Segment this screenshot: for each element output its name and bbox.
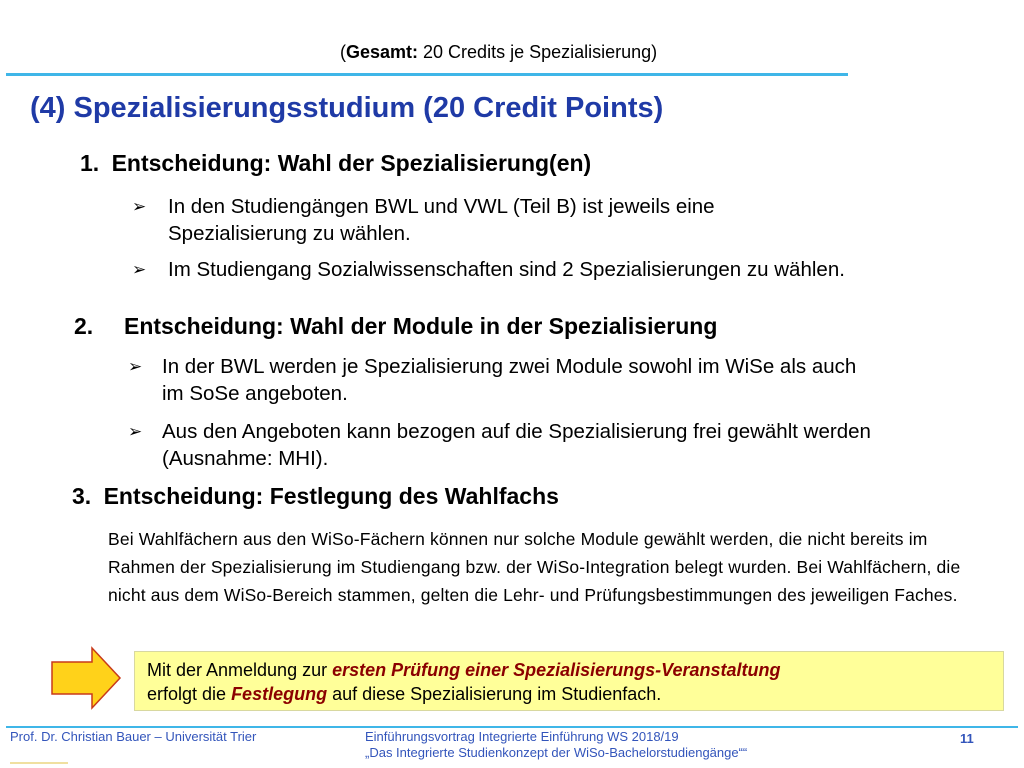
section2-bullet-2 [128,418,968,472]
top-note-prefix: ( [340,42,346,62]
callout-line-2 [147,682,991,706]
slide-title: (4) Spezialisierungsstudium (20 Credit Points) [30,92,664,124]
callout-line-1 [147,658,991,682]
footer-course-line-1: Einführungsvortrag Integrierte Einführung WS 2018/19 [365,729,679,744]
section1-bullet-2-text: Im Studiengang Sozialwissenschaften sind 2 Spezialisierungen zu wählen. [168,258,845,281]
section2-heading [74,313,717,340]
section2-title: Entscheidung: Wahl der Module in der Spezialisierung [124,313,718,339]
top-divider [6,73,848,76]
page-number: 11 [960,731,974,746]
footer-divider [6,726,1018,728]
section3-title: Entscheidung: Festlegung des Wahlfachs [103,483,559,509]
section3-heading [72,483,559,510]
section2-bullet-1 [128,353,868,407]
footer-mark [10,762,68,764]
arrow-bullet-icon: ➢ [128,357,143,376]
arrow-bullet-icon: ➢ [132,197,147,216]
section1-title: Entscheidung: Wahl der Spezialisierung(en) [111,150,592,176]
footer-course [365,729,747,761]
section2-bullet-2-text: Aus den Angeboten kann bezogen auf die Spezialisierung frei gewählt werden (Ausnahme: MHI). [162,420,871,470]
callout-emphasis-1: ersten Prüfung einer Spezialisierungs-Veranstaltung [332,660,781,680]
callout-text-2: erfolgt die [147,684,232,704]
section2-bullet-1-text: In der BWL werden je Spezialisierung zwei Module sowohl im WiSe als auch im SoSe angeboten. [162,355,857,405]
section1-bullet-1 [132,193,852,247]
top-note [340,42,657,63]
section2-number: 2. [74,313,94,339]
top-note-rest: 20 Credits je Spezialisierung) [418,42,658,62]
callout-emphasis-2: Festlegung [231,684,328,704]
section3-paragraph: Bei Wahlfächern aus den WiSo-Fächern können nur solche Module gewählt werden, die nicht bereits im Rahmen der Spezialisierung im Studiengang bzw. der WiSo-Integration belegt wurden. Bei Wahlfächern, die nicht aus dem WiSo-Bereich stammen, gelten die Lehr- und Prüfungsbestimmungen des jeweiligen Faches. [108,529,961,605]
arrow-bullet-icon: ➢ [132,260,147,279]
callout-text-3: auf diese Spezialisierung im Studienfach. [327,684,662,704]
callout-box [134,651,1004,711]
section1-bullet-2 [132,256,1022,283]
top-note-bold: Gesamt: [346,42,419,62]
big-right-arrow-icon [50,646,122,710]
section3-number: 3. [72,483,92,509]
section1-number: 1. [80,150,100,176]
footer-course-line-2: „Das Integrierte Studienkonzept der WiSo-Bachelorstudiengänge““ [365,745,748,760]
arrow-bullet-icon: ➢ [128,422,143,441]
section1-heading [80,150,591,177]
callout-text-1: Mit der Anmeldung zur [147,660,333,680]
footer-author: Prof. Dr. Christian Bauer – Universität Trier [10,729,257,744]
section1-bullet-1-text: In den Studiengängen BWL und VWL (Teil B) ist jeweils eine Spezialisierung zu wählen. [168,195,715,245]
